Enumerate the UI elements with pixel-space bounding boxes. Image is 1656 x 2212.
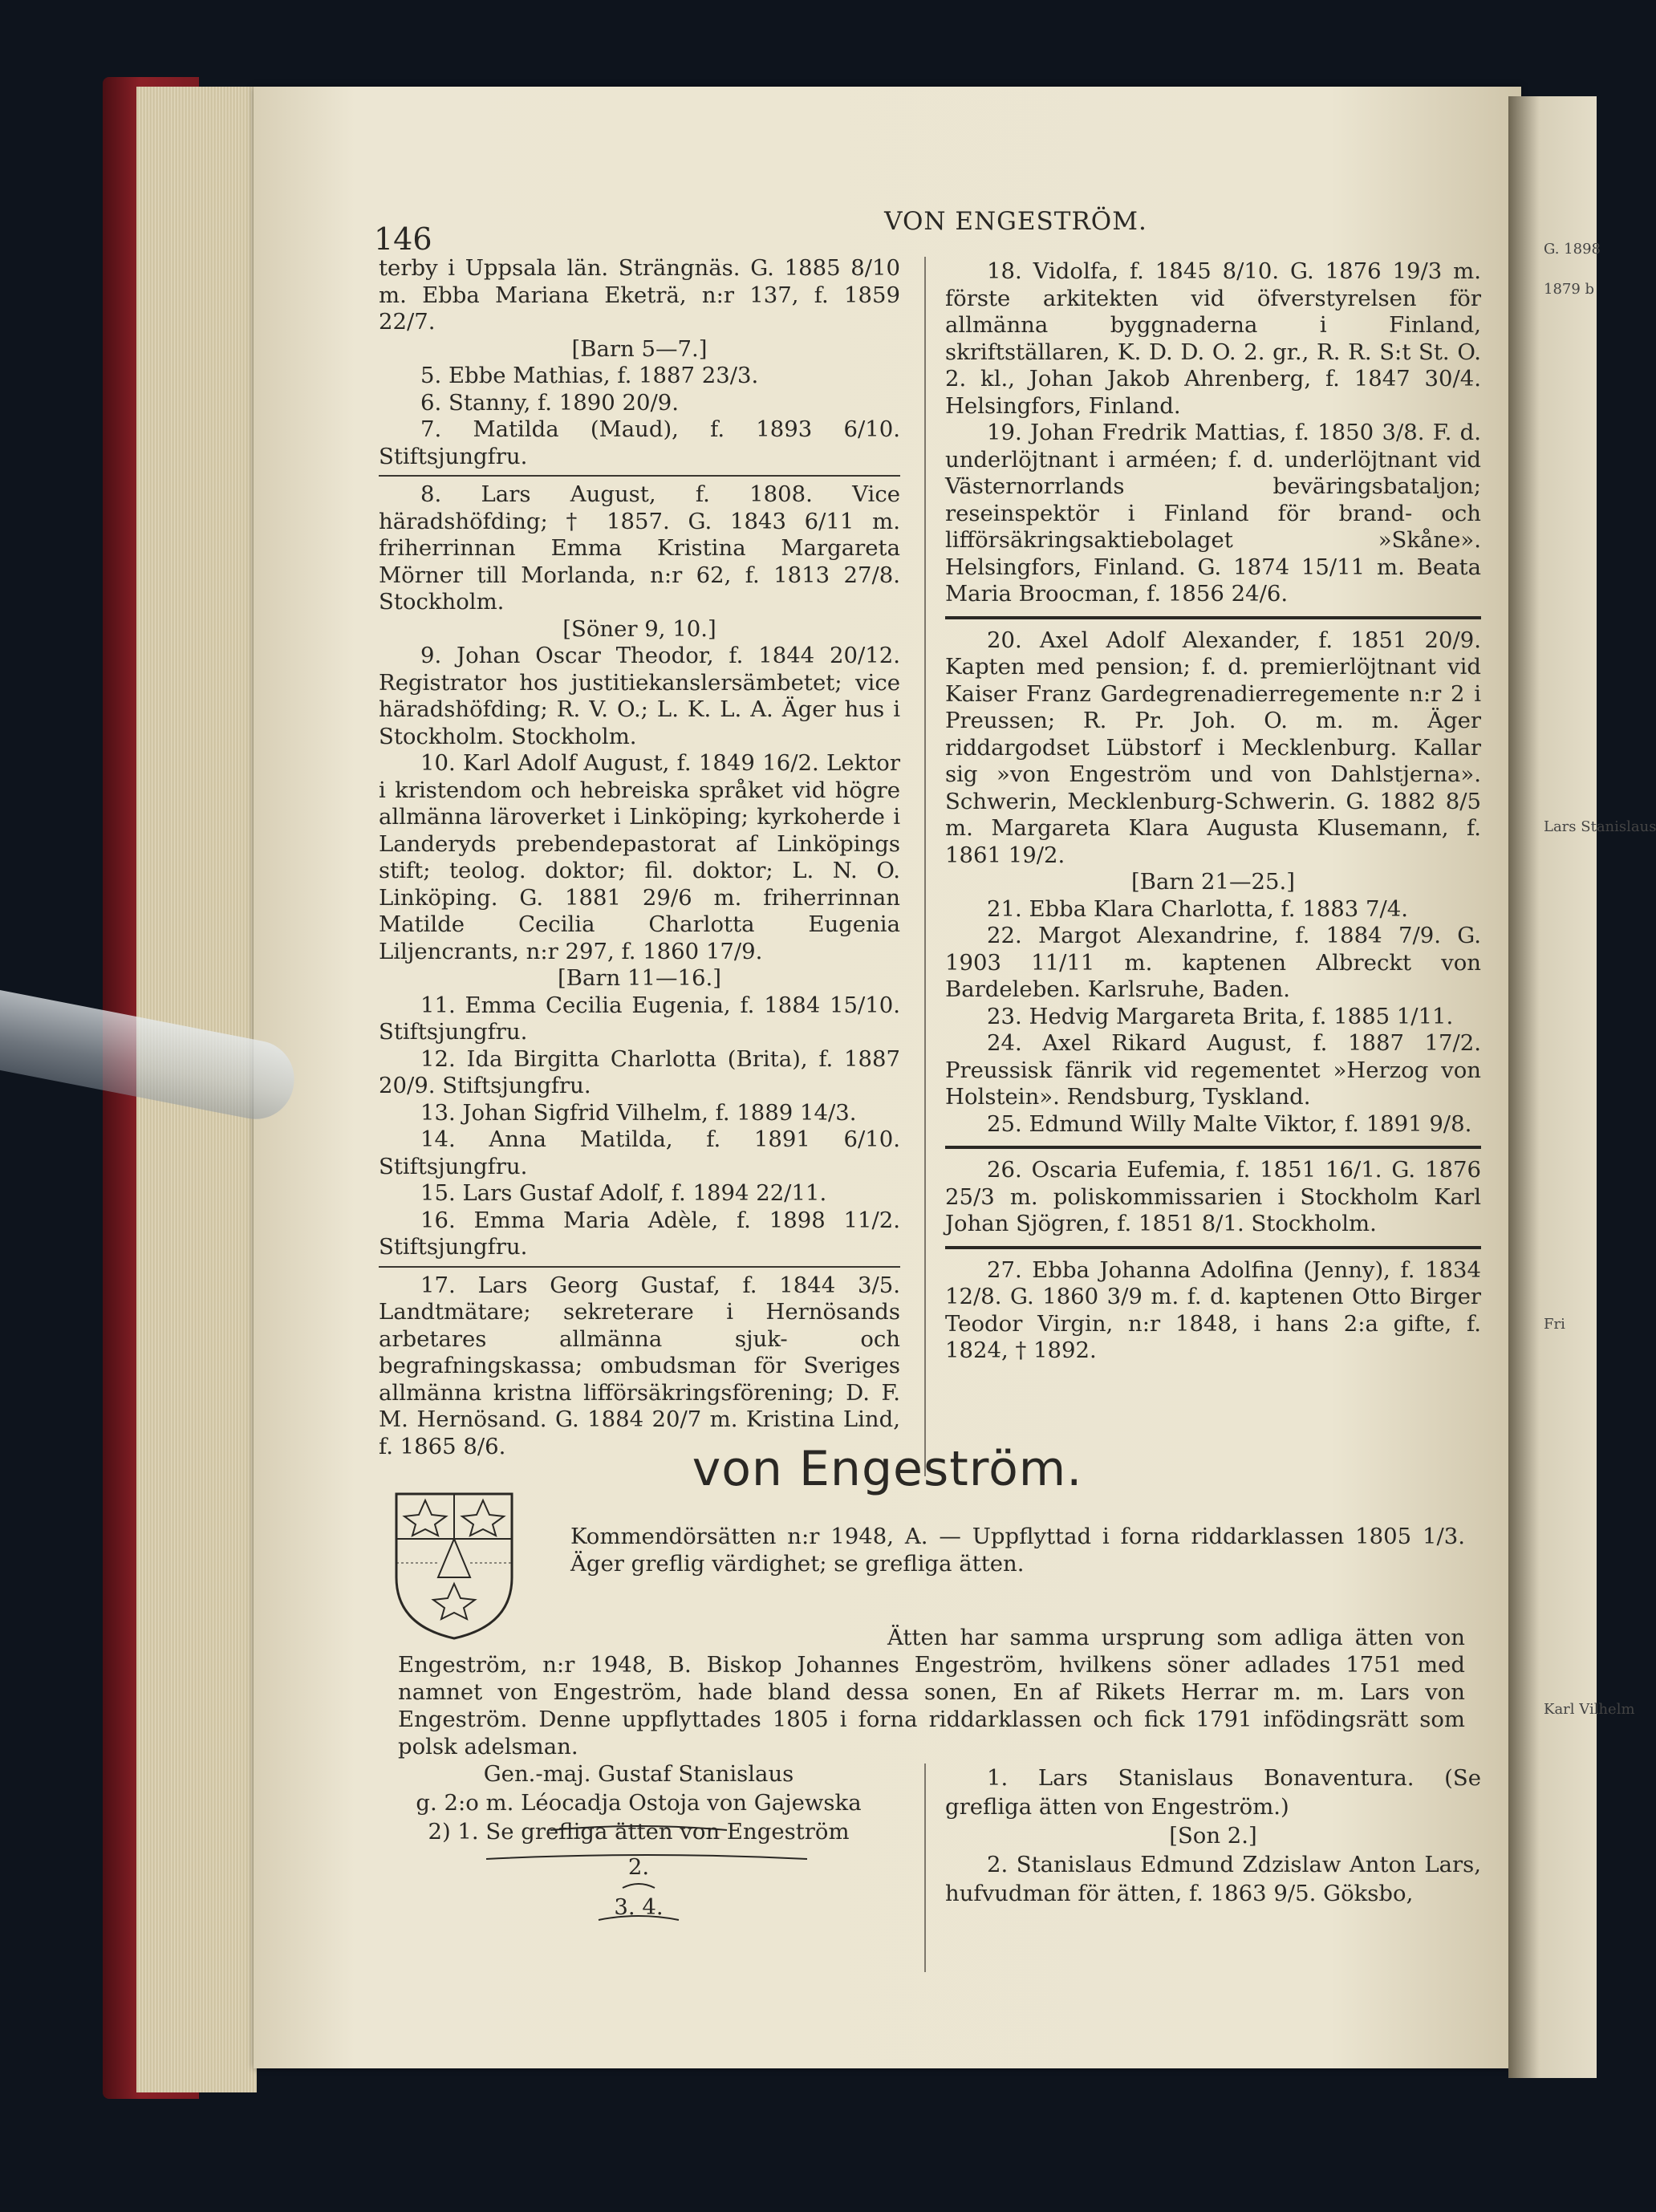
entry-21: 21. Ebba Klara Charlotta, f. 1883 7/4. bbox=[987, 895, 1408, 922]
running-title: VON ENGESTRÖM. bbox=[884, 207, 1147, 236]
book-page bbox=[254, 87, 1521, 2068]
tree-right-column bbox=[945, 1764, 1481, 1908]
family-intro: Kommendörsätten n:r 1948, A. — Uppflyttad i forna riddarklassen 1805 1/3. Äger greflig värdighet; se grefliga ätten. bbox=[570, 1524, 1465, 1577]
facing-fragment: 1879 b bbox=[1544, 281, 1595, 298]
facing-fragment: Fri bbox=[1544, 1316, 1565, 1333]
entry-text: terby i Uppsala län. Strängnäs. G. 1885 8/10 m. Ebba Mariana Eketrä, n:r 137, f. 1859 22/7. bbox=[379, 255, 900, 335]
entry-8: 8. Lars August, f. 1808. Vice häradshöfding; † 1857. G. 1843 6/11 m. friherrinnan Emma Kristina Margareta Mörner till Morlanda, n:r 62, f. 1813 27/8. Stockholm. bbox=[379, 481, 900, 615]
section-rule bbox=[379, 1266, 900, 1268]
facing-page bbox=[1508, 96, 1656, 2078]
tree-node: 2. bbox=[627, 1854, 650, 1880]
family-paragraph-block bbox=[398, 1624, 1465, 1760]
entry-19: 19. Johan Fredrik Mattias, f. 1850 3/8. F. d. underlöjtnant i arméen; f. d. underlöjtnant vid Västernorrlands beväringsbataljon; reseinspektör i Finland för brand- och lifförsäkringsaktiebolaget »Skåne». Helsingfors, Finland. G. 1874 15/11 m. Beata Maria Broocman, f. 1856 24/6. bbox=[945, 420, 1481, 607]
entry-6: 6. Stanny, f. 1890 20/9. bbox=[420, 389, 679, 416]
children-range: [Barn 11—16.] bbox=[558, 965, 721, 991]
entry-13: 13. Johan Sigfrid Vilhelm, f. 1889 14/3. bbox=[420, 1099, 857, 1126]
entry-9: 9. Johan Oscar Theodor, f. 1844 20/12. Registrator hos justitiekanslersämbetet; vice häradshöfding; R. V. O.; L. K. L. A. Äger hus i Stockholm. Stockholm. bbox=[379, 643, 900, 749]
entry-17: 17. Lars Georg Gustaf, f. 1844 3/5. Landtmätare; sekreterare i Hernösands arbetares allmänna sjuk- och begrafningskassa; ombudsman för Sveriges allmänna kristna lifförsäkringsförening; D. F. M. Hernösand. G. 1884 20/7 m. Kristina Lind, f. 1865 8/6. bbox=[379, 1272, 900, 1459]
facing-fragment: Karl Vilhelm bbox=[1544, 1701, 1635, 1718]
section-rule bbox=[945, 1246, 1481, 1249]
family-paragraph: Ätten har samma ursprung som adliga ätten von Engeström, n:r 1948, B. Biskop Johannes Engeström, hvilkens söner adlades 1751 med namnet von Engeström, hade bland dessa sonen, En af Rikets Herrar m. m. Lars von Engeström. Denne uppflyttades 1805 i forna riddarklassen och fick 1791 infödingsrätt som polsk adelsman. bbox=[398, 1625, 1465, 1759]
entry-14: 14. Anna Matilda, f. 1891 6/10. Stiftsjungfru. bbox=[379, 1126, 900, 1179]
coat-of-arms-icon bbox=[390, 1489, 518, 1642]
facing-fragment: Lars Stanislaus bbox=[1544, 818, 1656, 835]
entry-27: 27. Ebba Johanna Adolfina (Jenny), f. 1834 12/8. G. 1860 3/9 m. f. d. kaptenen Otto Birger Teodor Virgin, n:r 1848, i hans 2:a gifte, f. 1824, † 1892. bbox=[945, 1256, 1481, 1363]
entry-5: 5. Ebbe Mathias, f. 1887 23/3. bbox=[420, 363, 759, 388]
tree-marriage: g. 2:o m. Léocadja Ostoja von Gajewska bbox=[416, 1790, 862, 1816]
column-divider bbox=[924, 257, 926, 1476]
tree-leaves: 3. 4. bbox=[614, 1894, 664, 1920]
entry-24: 24. Axel Rikard August, f. 1887 17/2. Preussisk fänrik vid regementet »Herzog von Holstein». Rendsburg, Tyskland. bbox=[945, 1030, 1481, 1110]
tree-lines-icon bbox=[374, 1759, 903, 1968]
family-intro-block bbox=[570, 1523, 1465, 1577]
entry-22: 22. Margot Alexandrine, f. 1884 7/9. G. 1903 11/11 m. kaptenen Albreckt von Bardeleben. Karlsruhe, Baden. bbox=[945, 923, 1481, 1002]
section-rule bbox=[945, 1146, 1481, 1149]
entry-12: 12. Ida Birgitta Charlotta (Brita), f. 1887 20/9. Stiftsjungfru. bbox=[379, 1045, 900, 1098]
entry-15: 15. Lars Gustaf Adolf, f. 1894 22/11. bbox=[420, 1180, 827, 1206]
children-range: [Son 2.] bbox=[1169, 1823, 1257, 1849]
genealogy-tree bbox=[374, 1759, 903, 1922]
entry-18: 18. Vidolfa, f. 1845 8/10. G. 1876 19/3 m. förste arkitekten vid öfverstyrelsen för allmänna byggnaderna i Finland, skriftställaren, K. D. D. O. 2. gr., R. R. S:t St. O. 2. kl., Johan Jakob Ahrenberg, f. 1847 30/4. Helsingfors, Finland. bbox=[945, 258, 1481, 419]
children-range: [Barn 5—7.] bbox=[571, 335, 708, 362]
entry-10: 10. Karl Adolf August, f. 1849 16/2. Lektor i kristendom och hebreiska språket vid högre allmänna läroverket i Linköping; kyrkoherde i Landeryds prebendepastorat af Linköpings stift; teolog. doktor; fil. doktor; L. N. O. Linköping. G. 1881 29/6 m. friherrinnan Matilde Cecilia Charlotta Eugenia Liljencrants, n:r 297, f. 1860 17/9. bbox=[379, 750, 900, 964]
entry-25: 25. Edmund Willy Malte Viktor, f. 1891 9/8. bbox=[987, 1110, 1472, 1137]
tree-root: Gen.-maj. Gustaf Stanislaus bbox=[483, 1761, 794, 1787]
entry-11: 11. Emma Cecilia Eugenia, f. 1884 15/10. Stiftsjungfru. bbox=[379, 992, 900, 1045]
entry-1: 1. Lars Stanislaus Bonaventura. (Se grefliga ätten von Engeström.) bbox=[945, 1765, 1481, 1820]
entry-23: 23. Hedvig Margareta Brita, f. 1885 1/11. bbox=[987, 1003, 1454, 1029]
column-divider bbox=[924, 1764, 926, 1972]
entry-16: 16. Emma Maria Adèle, f. 1898 11/2. Stiftsjungfru. bbox=[379, 1207, 900, 1260]
entry-7: 7. Matilda (Maud), f. 1893 6/10. Stiftsjungfru. bbox=[379, 416, 900, 469]
facing-fragment: G. 1898 bbox=[1544, 241, 1601, 258]
section-rule bbox=[379, 475, 900, 477]
left-column bbox=[379, 255, 900, 1460]
tree-branch: 2) 1. Se grefliga ätten von Engeström bbox=[428, 1819, 850, 1845]
section-rule bbox=[945, 616, 1481, 619]
children-range: [Söner 9, 10.] bbox=[562, 615, 716, 642]
entry-2: 2. Stanislaus Edmund Zdzislaw Anton Lars, hufvudman för ätten, f. 1863 9/5. Göksbo, bbox=[945, 1852, 1481, 1906]
entry-20: 20. Axel Adolf Alexander, f. 1851 20/9. Kapten med pension; f. d. premierlöjtnant vid Kaiser Franz Gardegrenadierregemente n:r 2 i Preussen; R. Pr. Joh. O. m. m. Äger riddargodset Lübstorf i Mecklenburg. Kallar sig »von Engeström und von Dahlstjerna». Schwerin, Mecklenburg-Schwerin. G. 1882 8/5 m. Margareta Klara Augusta Klusemann, f. 1861 19/2. bbox=[945, 627, 1481, 868]
right-column bbox=[945, 258, 1481, 1365]
children-range: [Barn 21—25.] bbox=[1131, 869, 1295, 895]
entry-26: 26. Oscaria Eufemia, f. 1851 16/1. G. 1876 25/3 m. poliskommissarien i Stockholm Karl Johan Sjögren, f. 1851 8/1. Stockholm. bbox=[945, 1157, 1481, 1236]
page-number: 146 bbox=[374, 221, 432, 257]
family-title: von Engeström. bbox=[692, 1441, 1083, 1497]
